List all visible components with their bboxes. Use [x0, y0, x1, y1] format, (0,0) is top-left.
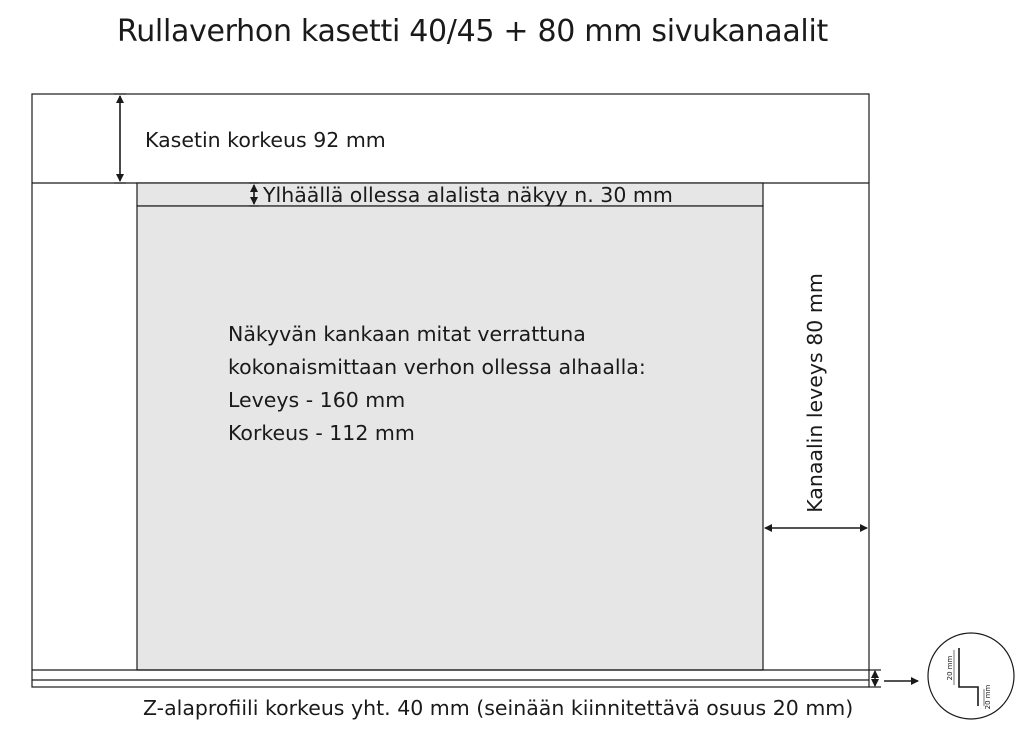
- fabric-info-line-3: Leveys - 160 mm: [228, 388, 406, 412]
- fabric-info-line-2: kokonaismittaan verhon ollessa alhaalla:: [228, 355, 646, 379]
- cassette-height-label: Kasetin korkeus 92 mm: [145, 128, 386, 152]
- detail-dim-vertical: 20 mm: [946, 655, 954, 681]
- channel-width-label: Kanaalin leveys 80 mm: [803, 273, 827, 513]
- diagram-title: Rullaverhon kasetti 40/45 + 80 mm sivukanaalit: [117, 14, 828, 49]
- z-profile-detail: [928, 633, 1014, 719]
- detail-dim-horizontal: 20 mm: [984, 684, 992, 710]
- fabric-info-line-4: Korkeus - 112 mm: [228, 421, 415, 445]
- z-profile-label: Z-alaprofiili korkeus yht. 40 mm (seinään kiinnitettävä osuus 20 mm): [143, 696, 854, 720]
- bottom-bar-label: Ylhäällä ollessa alalista näkyy n. 30 mm: [263, 183, 673, 207]
- detail-circle: [928, 633, 1014, 719]
- fabric-dimensions-info: [228, 318, 646, 450]
- fabric-info-line-1: Näkyvän kankaan mitat verrattuna: [228, 322, 586, 346]
